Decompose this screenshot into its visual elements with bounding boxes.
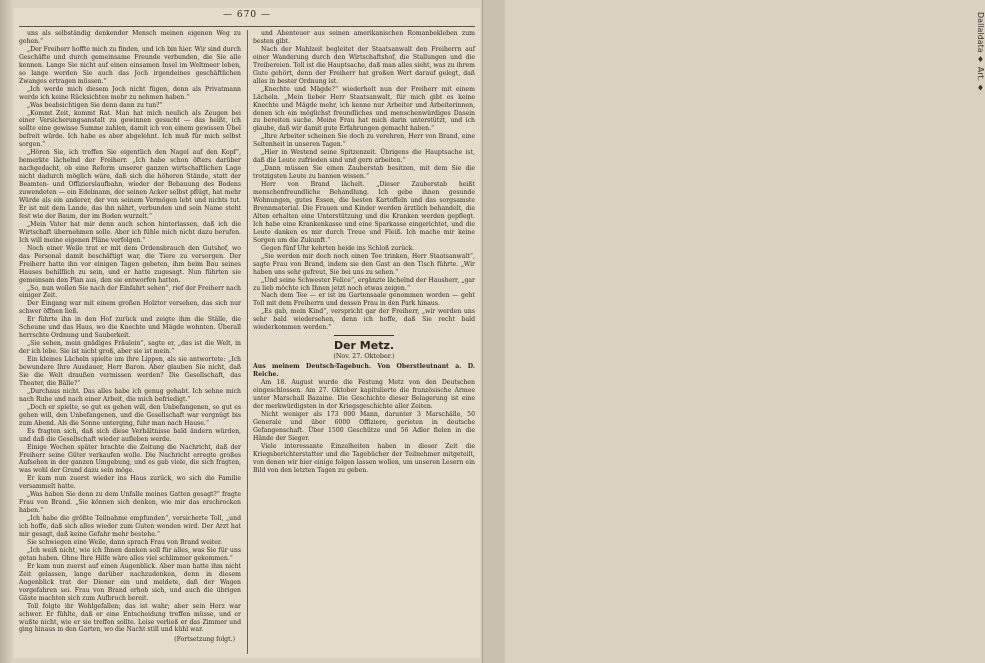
- left-column-paragraph: „Durchaus nicht. Das alles habe ich genug gehabt. Ich sehne mich nach Ruhe und nach einer Arbeit, die mich befriedigt.“: [19, 387, 241, 403]
- right-column: [253, 30, 475, 654]
- left-column-paragraph: „Kommt Zeit, kommt Rat. Man hat mich neulich als Zeugen bei einer Versicherungsanstalt zu gewinnen gesucht — das heißt, ich sollte eine gewisse Summe zahlen, damit ich von einem gewissen Übel befreit würde. Ich habe es aber abgelehnt. Ich muß für mich selbst sorgen.“: [19, 109, 241, 149]
- section-separator: [334, 335, 394, 336]
- left-column-paragraph: „Was beabsichtigen Sie denn dann zu tun?“: [27, 101, 163, 109]
- left-column-paragraph: Er führte ihn in den Hof zurück und zeigte ihm die Ställe, die Scheune und das Haus, wo die Knechte und Mägde wohnten. Überall herrschte Ordnung und Sauberkeit.: [19, 316, 241, 340]
- right-column-paragraphs: [253, 30, 475, 332]
- article-paragraph: Viele interessante Einzelheiten haben in dieser Zeit die Kriegsberichterstatter und die Tagebücher der Teilnehmer mitgeteilt, von denen wir hier einige folgen lassen wollen, um unseren Lesern ein Bild von den letzten Tagen zu geben.: [253, 442, 475, 474]
- left-column-paragraph: Der Eingang war mit einem großen Holztor versehen, das sich nur schwer öffnen ließ.: [19, 300, 241, 316]
- left-column-paragraph: „Doch er spielte, so gut es gehen will, den Unbefangenen, so gut es gehen will, den Unbefangenen, und die Gesellschaft war vergnügt bis zum Abend. Als die Sonne unterging, fuhr man nach Hause.“: [19, 403, 241, 427]
- header-rule: [19, 26, 475, 27]
- right-column-paragraph: „Es gab, mein Kind“, verspricht gar der Freiherr, „wir werden uns sehr bald wiedersehen, denn ich hoffe, daß Sie recht bald wiederkommen werden.“: [253, 308, 475, 332]
- article-paragraph: Am 18. August wurde die Festung Metz von den Deutschen eingeschlossen. Am 27. Oktober kapitulierte die französische Armee unter Marschall Bazaine. Die Geschichte dieser Belagerung ist eine der merkwürdigsten in der Kriegsgeschichte aller Zeiten.: [253, 379, 475, 410]
- left-column-paragraph: Er kam nun zuerst auf einen Augenblick. Aber man hatte ihm nicht Zeit gelassen, lange darüber nachzudenken, denn in diesem Augenblick trat der Diener ein und meldete, daß der Wagen vorgefahren sei. Frau von Brand erhob sich, und auch die übrigen Gäste machten sich zum Aufbruch bereit.: [19, 562, 241, 602]
- right-column-paragraph: Herr von Brand lächelt. „Dieser Zauberstab heißt menschenfreundliche Behandlung. Ich gebe ihnen gesunde Wohnungen, gutes Essen, die besten Kartoffeln und das sorgsamste Brennmaterial. Die Frauen und Kinder werden ärztlich behandelt, die Alten erhalten eine Unterstützung und die Kranken werden gepflegt. Ich habe eine Krankenkasse und eine Sparkasse eingerichtet, und die Leute danken es mir durch Treue und Fleiß. Ich mache mir keine Sorgen um die Zukunft.“: [253, 181, 475, 244]
- left-column-paragraph: Er kam nun zuerst wieder ins Haus zurück, wo sich die Familie versammelt hatte.: [19, 475, 241, 491]
- left-column-paragraph: uns als selbständig denkender Mensch meinen eigenen Weg zu gehen.“: [19, 30, 241, 45]
- left-column-paragraph: „Ich werde mich diesem Joch nicht fügen, denn als Privatmann werde ich keine Rücksichten mehr zu nehmen haben.“: [19, 85, 241, 101]
- article-title: Der Metz.: [333, 339, 395, 353]
- continued-note: (Fortsetzung folgt.): [174, 636, 235, 644]
- left-column-paragraph: Es fragten sich, daß sich diese Verhältnisse bald ändern würden, und daß die Gesellschaft wieder aufleben werde.: [19, 427, 241, 443]
- right-column-paragraph: Nach dem Tee — er ist im Gartensaale genommen worden — geht Toll mit dem Freiherrn und dessen Frau in den Park hinaus.: [253, 292, 475, 308]
- left-column-paragraph: „Ich habe die größte Teilnahme empfunden“, versicherte Toll, „und ich hoffe, daß sich alles wieder zum Guten wenden wird. Der Arzt hat mir gesagt, daß keine Gefahr mehr bestehe.“: [19, 515, 241, 539]
- right-column-paragraph: und Abenteuer aus seinen amerikanischen Romanbekleben zum besten gibt.: [253, 30, 475, 45]
- left-column-paragraph: Einige Wochen später brachte die Zeitung die Nachricht, daß der Freiherr seine Güter verkaufen wolle. Die Nachricht erregte großes Aufsehen in der ganzen Umgebung, und es gab viele, die sich fragten, was wohl der Grund dazu sein möge.: [19, 443, 241, 475]
- left-column-paragraph: „Ich weiß nicht, wie ich Ihnen danken soll für alles, was Sie für uns getan haben. Ohne Ihre Hilfe wäre alles viel schlimmer gekommen.“: [19, 546, 241, 562]
- adjacent-page-edge: [482, 0, 985, 663]
- right-column-paragraph: „Ihre Arbeiter scheinen Sie doch zu verehren, Herr von Brand, eine Seltenheit in unseren Tagen.“: [253, 133, 475, 149]
- left-column-paragraph: „So, nun wollen Sie nach der Einfahrt sehen“, rief der Freiherr nach einiger Zeit.: [19, 284, 241, 300]
- article-paragraphs: [253, 379, 475, 474]
- left-column-paragraph: Ein kleines Lächeln spielte um ihre Lippen, als sie antwortete: „Ich bewundere Ihre Ausdauer, Herr Baron. Aber glauben Sie nicht, daß Sie die Welt draußen vermissen werden? Die Gesellschaft, das Theater, die Bälle?“: [19, 356, 241, 387]
- left-column-paragraph: „Mein Vater hat mir denn auch schon hinterlassen, daß ich die Wirtschaft übernehmen solle. Aber ich fühle mich nicht dazu berufen. Ich will meine eigenen Pläne verfolgen.“: [19, 220, 241, 244]
- left-column: [19, 30, 241, 654]
- column-divider: [247, 30, 248, 654]
- left-column-paragraph: „Was haben Sie denn zu dem Unfalle meines Gatten gesagt?“ fragte Frau von Brand. „Sie können sich denken, wie mir das erschrocken haben.“: [19, 491, 241, 515]
- left-column-paragraph: „Hören Sie, ich treffen Sie eigentlich den Nagel auf den Kopf“, bemerkte lächelnd der Freiherr. „Ich habe schon öfters darüber nachgedacht, ob eine Reform unserer ganzen wirtschaftlichen Lage nicht dadurch möglich wäre, daß sich die höheren Stände, statt der Beamten- und Offizierslaufbahn, wieder der Bebauung des Bodens zuwendeten — ein Edelmann, der seinen Acker selbst pflügt, hat mehr Würde als ein anderer, der von seinem Vermögen lebt und nichts tut. Er ist mit dem Lande, das ihn nährt, verbunden und sein Name steht fest wie der Baum, der im Boden wurzelt.“: [19, 149, 241, 220]
- article-paragraph: Nicht weniger als 173 000 Mann, darunter 3 Marschälle, 50 Generale und über 6000 Offiziere, gerieten in deutsche Gefangenschaft. Über 1500 Geschütze und 56 Adler fielen in die Hände der Sieger.: [253, 410, 475, 442]
- left-column-paragraph: „Der Freiherr hoffte mich zu finden, und ich bin hier. Wir sind durch Geschäfte und durch gemeinsame Freunde verbunden, die Sie alle kennen. Lange Sie nicht auf einen einsamen Insel im Weltmeer leben, so lange werden Sie auch das Joch irgendeines geschäftlichen Zwanges ertragen müssen.“: [19, 45, 241, 85]
- newspaper-page: [14, 8, 480, 658]
- page-number: — 670 —: [223, 10, 271, 20]
- left-column-paragraph: Noch einer Weile trat er mit dem Ordensbrauch den Gutshof, wo das Personal damit beschäftigt war, die Tiere zu versorgen. Der Freiherr hatte ihn vor einigen Tagen gebeten, ihm beim Bau seines Hauses behilflich zu sein, und er hatte zugesagt. Nun führten sie gemeinsam den Plan aus, den sie entworfen hatten.: [19, 244, 241, 284]
- right-column-paragraph: Nach der Mahlzeit begleitet der Staatsanwalt den Freiherrn auf einer Wanderung durch den Wirtschaftshof, die Stallungen und die Treibereien. Toll ist die Hauptsache, daß man alles sieht, was zu ihrem Gute gehört, denn der Freiherr hat großen Wert darauf gelegt, daß alles in bester Ordnung ist.: [253, 45, 475, 85]
- right-column-paragraph: „Hier in Westend seine Spitzenzeit. Übrigens die Hauptsache ist, daß die Leute zufrieden sind und gern arbeiten.“: [253, 149, 475, 165]
- left-column-paragraph: „Sie sehen, mein gnädiges Fräulein“, sagte er, „das ist die Welt, in der ich lebe. Sie ist nicht groß, aber sie ist mein.“: [19, 340, 241, 356]
- scan-left-margin: [0, 0, 12, 663]
- right-column-paragraph: „Und seine Schwester Felice“, ergänzte lächelnd der Hausherr, „gar zu lieb möchte ich Ihnen jetzt noch etwas zeigen.“: [253, 276, 475, 292]
- right-column-paragraph: „Sie werden mir doch noch einen Tee trinken, Herr Staatsanwalt“, sagte Frau von Brand, indem sie den Gast an den Tisch führte. „Wir haben uns sehr gefreut, Sie bei uns zu sehen.“: [253, 252, 475, 276]
- right-column-paragraph: Gegen fünf Uhr kehrten beide ins Schloß zurück.: [261, 244, 415, 252]
- article-subtitle: (Nov. 27. Oktober.): [333, 352, 395, 361]
- left-column-paragraph: Sie schwiegen eine Weile, dann sprach Frau von Brand weiter.: [27, 539, 223, 546]
- adjacent-page-text: Dallaldata ♦ Art. ♦: [976, 12, 985, 93]
- right-column-paragraph: „Dann müssen Sie einen Zauberstab besitzen, mit dem Sie die trotzigsten Leute zu bannen wissen.“: [253, 165, 475, 181]
- left-column-paragraphs: [19, 30, 241, 634]
- left-column-paragraph: Toll folgte ihr Wohlgefallen; das ist wahr; aber sein Herz war schwer. Er fühlte, daß er eine Entscheidung treffen müsse, und er wußte nicht, wie er sie treffen sollte. Leise verließ er das Zimmer und ging hinaus in den Garten, wo die Nacht still und kühl war.: [19, 602, 241, 634]
- article-source: Aus meinem Deutsch-Tagebuch. Von Oberstleutnant a. D. Reiche.: [253, 363, 475, 379]
- right-column-paragraph: „Knechte und Mägde?“ wiederholt nun der Freiherr mit einem Lächeln. „Mein lieber Herr Staatsanwalt, für mich gibt es keine Knechte und Mägde mehr, ich kenne nur Arbeiter und Arbeiterinnen, denen ich ein möglichst freundliches und menschenwürdiges Dasein zu bereiten suche. Meine Frau hat mich darin unterstützt, und ich glaube, daß wir damit gute Erfahrungen gemacht haben.“: [253, 85, 475, 133]
